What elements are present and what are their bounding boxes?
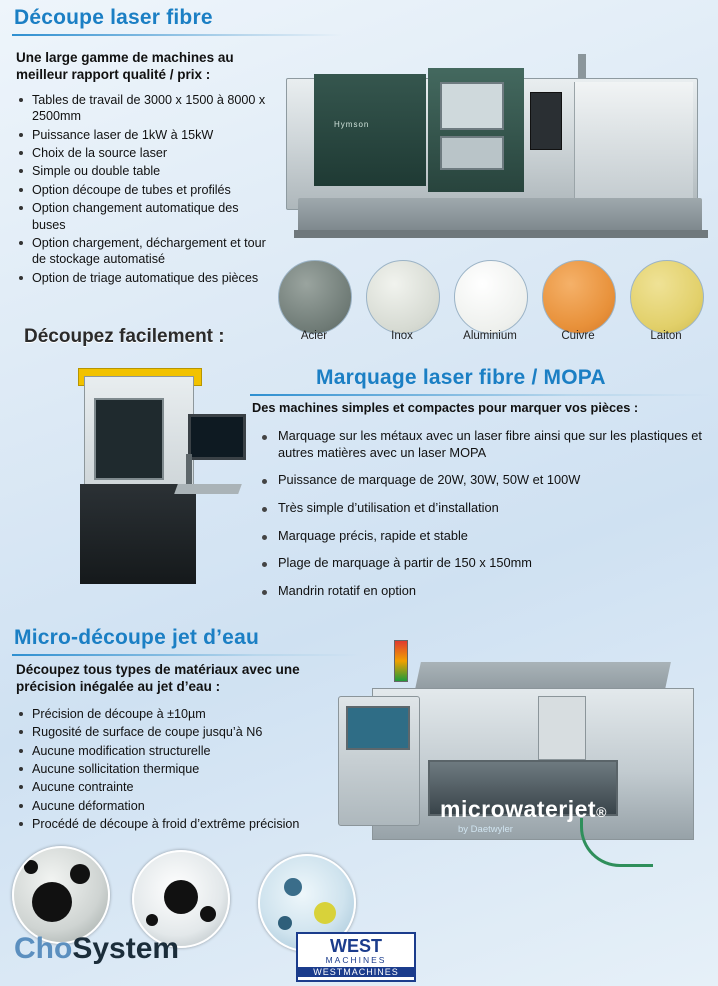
marking-machine-photo: [36, 368, 248, 608]
machine-tube: [578, 54, 586, 80]
bullet-list-marking: [256, 428, 708, 610]
material-swatch-aluminium: [454, 260, 528, 334]
machine-logo: Hymson: [334, 120, 370, 129]
list-item: Rugosité de surface de coupe jusqu’à N6: [16, 724, 366, 740]
sample-parts-photos: [8, 846, 348, 946]
machine-monitor: [188, 414, 246, 460]
machine-base: [80, 484, 196, 584]
material-swatch-laiton: [630, 260, 704, 334]
section-title-laser-cutting: Découpe laser fibre: [14, 6, 213, 29]
list-item: Simple ou double table: [16, 163, 274, 179]
material-label-acier: Acier: [300, 330, 328, 342]
list-item: Option chargement, déchargement et tour de stockage automatisé: [16, 235, 274, 268]
list-item: Aucune contrainte: [16, 779, 366, 795]
company-logo: [14, 932, 179, 966]
list-item: Puissance de marquage de 20W, 30W, 50W et 100W: [256, 472, 708, 489]
west-machines-logo: [296, 932, 416, 982]
machine-door: [94, 398, 164, 480]
material-label-inox: Inox: [391, 330, 413, 342]
section-title-marking: Marquage laser fibre / MOPA: [316, 366, 606, 389]
material-swatch-cuivre: [542, 260, 616, 334]
machine-brand-sub: by Daetwyler: [458, 824, 513, 835]
company-logo-prefix: Cho: [14, 932, 73, 965]
list-item: Option de triage automatique des pièces: [16, 270, 274, 286]
list-item: Choix de la source laser: [16, 145, 274, 161]
list-item: Puissance laser de 1kW à 15kW: [16, 127, 274, 143]
list-item: Plage de marquage à partir de 150 x 150mm: [256, 555, 708, 572]
machine-brand-registered: ®: [596, 804, 607, 820]
list-item: Aucune déformation: [16, 798, 366, 814]
list-item: Précision de découpe à ±10µm: [16, 706, 366, 722]
laser-cutting-machine-photo: [278, 48, 706, 240]
list-item: Option découpe de tubes et profilés: [16, 182, 274, 198]
list-item: Aucune sollicitation thermique: [16, 761, 366, 777]
machine-table: [298, 198, 702, 232]
divider-marking: [250, 394, 710, 396]
list-item: Marquage sur les métaux avec un laser fibre ainsi que sur les plastiques et autres matières avec un laser MOPA: [256, 428, 708, 461]
waterjet-machine-photo: [330, 640, 712, 870]
machine-window-lower: [440, 136, 504, 170]
list-item: Très simple d’utilisation et d’installation: [256, 500, 708, 517]
machine-brand-part2: water: [505, 796, 568, 822]
material-label-laiton: Laiton: [650, 330, 682, 342]
bullet-list-laser-cutting: [16, 92, 274, 288]
cutting-head: [538, 696, 586, 760]
cnc-screen: [346, 706, 410, 750]
machine-keyboard: [174, 484, 242, 494]
material-label-cuivre: Cuivre: [561, 330, 595, 342]
west-logo-line2: MACHINES: [325, 955, 387, 965]
signal-light-icon: [394, 640, 408, 682]
machine-hose: [580, 818, 653, 867]
list-item: Option changement automatique des buses: [16, 200, 274, 233]
material-label-aluminium: Aluminium: [463, 330, 517, 342]
lead-waterjet: Découpez tous types de matériaux avec une précision inégalée au jet d’eau :: [16, 662, 300, 694]
bullet-list-waterjet: [16, 706, 366, 835]
lead-marking: Des machines simples et compactes pour marquer vos pièces :: [252, 400, 639, 415]
company-logo-main: System: [72, 932, 180, 965]
materials-row: [272, 252, 712, 352]
machine-cover-right: [574, 82, 693, 202]
section-title-waterjet: Micro-découpe jet d’eau: [14, 626, 259, 649]
list-item: Marquage précis, rapide et stable: [256, 528, 708, 545]
lead-laser-cutting: Une large gamme de machines au meilleur rapport qualité / prix :: [16, 50, 234, 82]
machine-brand-part1: micro: [440, 796, 506, 822]
list-item: Aucune modification structurelle: [16, 743, 366, 759]
sample-photo-1: [12, 846, 110, 944]
machine-brand-part3: jet: [567, 796, 597, 822]
list-item: Procédé de découpe à froid d’extrême précision: [16, 816, 366, 832]
machine-rail: [294, 230, 708, 238]
machine-window-upper: [440, 82, 504, 130]
west-logo-line1: WEST: [330, 936, 382, 956]
divider-waterjet: [12, 654, 362, 656]
list-item: Tables de travail de 3000 x 1500 à 8000 x 2500mm: [16, 92, 274, 125]
material-swatch-acier: [278, 260, 352, 334]
machine-monitor-arm: [186, 454, 192, 484]
list-item: Mandrin rotatif en option: [256, 583, 708, 600]
subtitle-decoupez-facilement: Découpez facilement :: [24, 326, 225, 347]
machine-control-panel: [530, 92, 562, 150]
machine-enclosure-left: [314, 74, 426, 186]
material-swatch-inox: [366, 260, 440, 334]
west-logo-line3: WESTMACHINES: [298, 967, 414, 977]
divider-laser-cutting: [12, 34, 342, 36]
